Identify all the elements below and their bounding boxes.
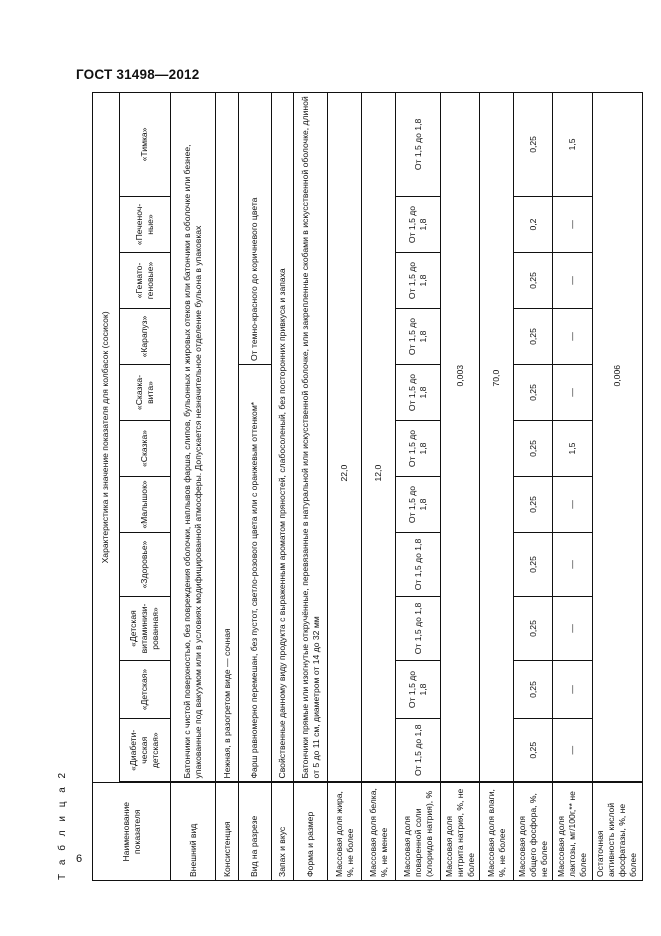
row-name: Массовая доля жира, %, не более [328,783,362,881]
table-row-fat [328,92,362,880]
cell-value: — [553,533,592,597]
product-header: «Сказка-вита» [119,365,170,421]
cell-value: 0,25 [514,533,553,597]
cell-value: От 1,5 до 1,8 [396,477,441,533]
product-header: «Малышок» [119,477,170,533]
cell-value: От 1,5 до 1,8 [396,719,441,783]
cell-value: 0,25 [514,365,553,421]
row-value: Батончики прямые или изогнутые откручённые, перевязанные в натуральной или искусственной оболочке, или закрепленные скобами в искусственной оболочке, длиной от 5 до 11 см, диаметром от 14 до 32 мм [294,92,328,782]
product-header: «Детская» [119,661,170,719]
row-value: Батончики с чистой поверхностью, без повреждения оболочки, наплывов фарша, слипов, бульонных и жировых отеков или батончики в оболочке или безнее, упакованные под вакуумом или в условиях модифицированной атмосферы. Допускается незначительное отделение бульона в упаковках [171,92,216,782]
row-value: 12,0 [362,92,396,782]
row-name: Форма и размер [294,783,328,881]
cell-value: 0,25 [514,477,553,533]
row-name: Остаточная активность кислой фосфатазы, %, не более [592,783,642,881]
table-row-moisture [480,92,514,880]
table-row-nitrite [441,92,480,880]
row-name: Вид на разрезе [238,783,271,881]
row-name: Массовая доля белка, %, не менее [362,783,396,881]
table-row-consistency [216,92,239,880]
row-name: Массовая доля влаги, %, не более [480,783,514,881]
table-caption: Т а б л и ц а 2 [57,769,68,880]
cell-value: — [553,365,592,421]
table-row-phosphatase [592,92,642,880]
rotated-table-container [92,93,643,881]
table-row-shape-size [294,92,328,880]
row-name: Запах и вкус [271,783,294,881]
product-header: «Гемато-геновые» [119,253,170,309]
cell-value: От 1,5 до 1,8 [396,197,441,253]
cell-value: — [553,661,592,719]
cell-value: 0,25 [514,253,553,309]
product-header: «Тимка» [119,92,170,196]
header-row-group [93,92,120,880]
row-value-a: Фарш равномерно перемешан, без пустот, светло-розового цвета или с оранжевым оттенком* [238,365,271,783]
table-row-appearance [171,92,216,880]
row-value: Нежная, в разогретом виде — сочная [216,92,239,782]
header-row-products [119,92,170,880]
row-name: Массовая доля общего фосфора, %, не более [514,783,553,881]
cell-value: — [553,309,592,365]
cell-value: От 1,5 до 1,8 [396,661,441,719]
row-value: Свойственные данному виду продукта с выраженным ароматом пряностей, слабосоленый, без посторонних привкуса и запаха [271,92,294,782]
cell-value: 0,25 [514,719,553,783]
table-row-phosphorus [514,92,553,880]
cell-value: От 1,5 до 1,8 [396,309,441,365]
cell-value: 0,25 [514,421,553,477]
table-row-salt [396,92,441,880]
document-header: ГОСТ 31498—2012 [76,67,200,82]
cell-value: От 1,5 до 1,8 [396,533,441,597]
cell-value: От 1,5 до 1,8 [396,253,441,309]
specs-table [92,92,643,881]
row-name: Консистенция [216,783,239,881]
row-value: 0,006 [592,92,642,782]
table-row-lactose [553,92,592,880]
cell-value: — [553,719,592,783]
table-row-protein [362,92,396,880]
cell-value: 0,2 [514,197,553,253]
row-name: Массовая доля нитрита натрия, %, не более [441,783,480,881]
row-name: Внешний вид [171,783,216,881]
product-header: «Печеноч-ные» [119,197,170,253]
row-value-b: От темно-красного до коричневого цвета [238,92,271,364]
cell-value: 0,25 [514,309,553,365]
cell-value: — [553,597,592,661]
cell-value: 1,5 [553,92,592,196]
group-header: Характеристика и значение показателя для колбасок (сосисок) [93,92,120,782]
page-number: 6 [76,853,83,865]
product-header: «Здоровье» [119,533,170,597]
cell-value: 0,25 [514,661,553,719]
cell-value: — [553,253,592,309]
row-name: Массовая доля поваренной соли (хлоридов натрия), % [396,783,441,881]
cell-value: От 1,5 до 1,8 [396,421,441,477]
product-header: «Сказка» [119,421,170,477]
product-header: «Детская витаминизи-рованная» [119,597,170,661]
cell-value: 1,5 [553,421,592,477]
row-value: 70,0 [480,92,514,782]
cell-value: — [553,477,592,533]
cell-value: От 1,5 до 1,8 [396,365,441,421]
product-header: «Карапуз» [119,309,170,365]
product-header: «Диабети-ческая детская» [119,719,170,783]
cell-value: — [553,197,592,253]
table-row-cut-view [238,92,271,880]
cell-value: От 1,5 до 1,8 [396,597,441,661]
table-row-smell-taste [271,92,294,880]
cell-value: От 1,5 до 1,8 [396,92,441,196]
row-name: Массовая доля лактозы, мг/100г,** не более [553,783,592,881]
cell-value: 0,25 [514,597,553,661]
row-value: 22,0 [328,92,362,782]
cell-value: 0,25 [514,92,553,196]
row-value: 0,003 [441,92,480,782]
col-header-name: Наименование показателя [93,783,171,881]
table-caption-container [52,680,66,880]
